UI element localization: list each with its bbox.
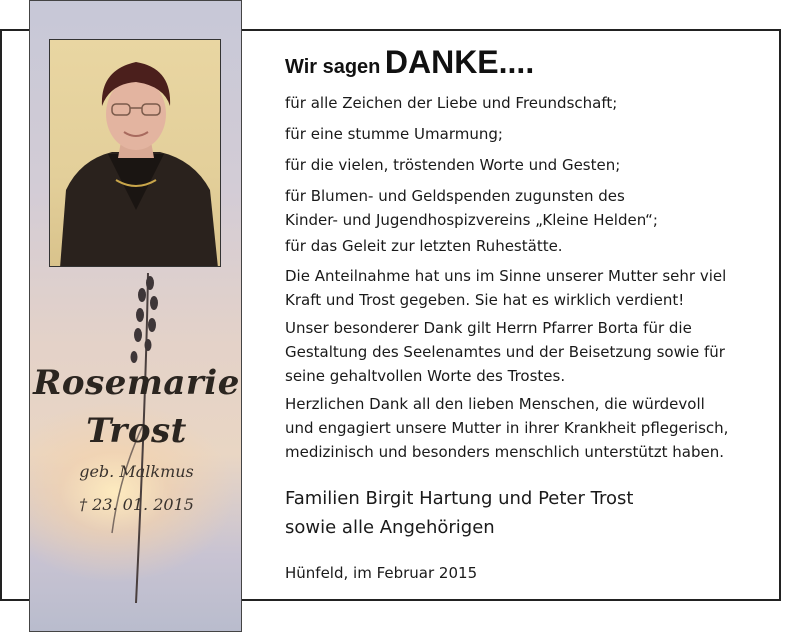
- text-line: für alle Zeichen der Liebe und Freundschaft;: [285, 94, 618, 112]
- deceased-last-name: Trost: [86, 411, 187, 451]
- portrait-photo: [49, 39, 221, 267]
- text-line: Gestaltung des Seelenamtes und der Beisetzung sowie für: [285, 343, 725, 361]
- text-line: Unser besonderer Dank gilt Herrn Pfarrer Borta für die: [285, 319, 692, 337]
- text-line: für die vielen, tröstenden Worte und Gesten;: [285, 156, 621, 174]
- paragraph: [285, 184, 765, 232]
- deceased-first-name: Rosemarie: [33, 363, 240, 403]
- text-line: und engagiert unsere Mutter in ihrer Krankheit pflegerisch,: [285, 419, 729, 437]
- paragraph: [285, 392, 765, 464]
- text-line: für das Geleit zur letzten Ruhestätte.: [285, 237, 563, 255]
- text-line: für eine stumme Umarmung;: [285, 125, 503, 143]
- signature-line: sowie alle Angehörigen: [285, 517, 495, 538]
- text-line: Kinder- und Jugendhospizvereins „Kleine Helden“;: [285, 211, 658, 229]
- paragraph: [285, 264, 765, 312]
- family-signature: [285, 484, 765, 542]
- text-line: Herzlichen Dank all den lieben Menschen, die würdevoll: [285, 395, 705, 413]
- maiden-name: geb. Malkmus: [79, 462, 194, 481]
- paragraph: [285, 91, 765, 115]
- text-line: Die Anteilnahme hat uns im Sinne unserer Mutter sehr viel: [285, 267, 727, 285]
- paragraph: [285, 122, 765, 146]
- memorial-sidebar: [29, 0, 242, 632]
- signature-line: Familien Birgit Hartung und Peter Trost: [285, 488, 634, 509]
- headline: [285, 44, 534, 81]
- headline-intro: Wir sagen: [285, 56, 381, 78]
- text-line: Kraft und Trost gegeben. Sie hat es wirklich verdient!: [285, 291, 685, 309]
- headline-danke: DANKE....: [384, 44, 535, 80]
- text-line: für Blumen- und Geldspenden zugunsten des: [285, 187, 625, 205]
- paragraph: [285, 316, 765, 388]
- paragraph: [285, 153, 765, 177]
- place-and-date: Hünfeld, im Februar 2015: [285, 564, 478, 582]
- text-line: seine gehaltvollen Worte des Trostes.: [285, 367, 566, 385]
- text-line: medizinisch und besonders menschlich unterstützt haben.: [285, 443, 725, 461]
- paragraph: [285, 234, 765, 258]
- death-date: † 23. 01. 2015: [79, 495, 194, 514]
